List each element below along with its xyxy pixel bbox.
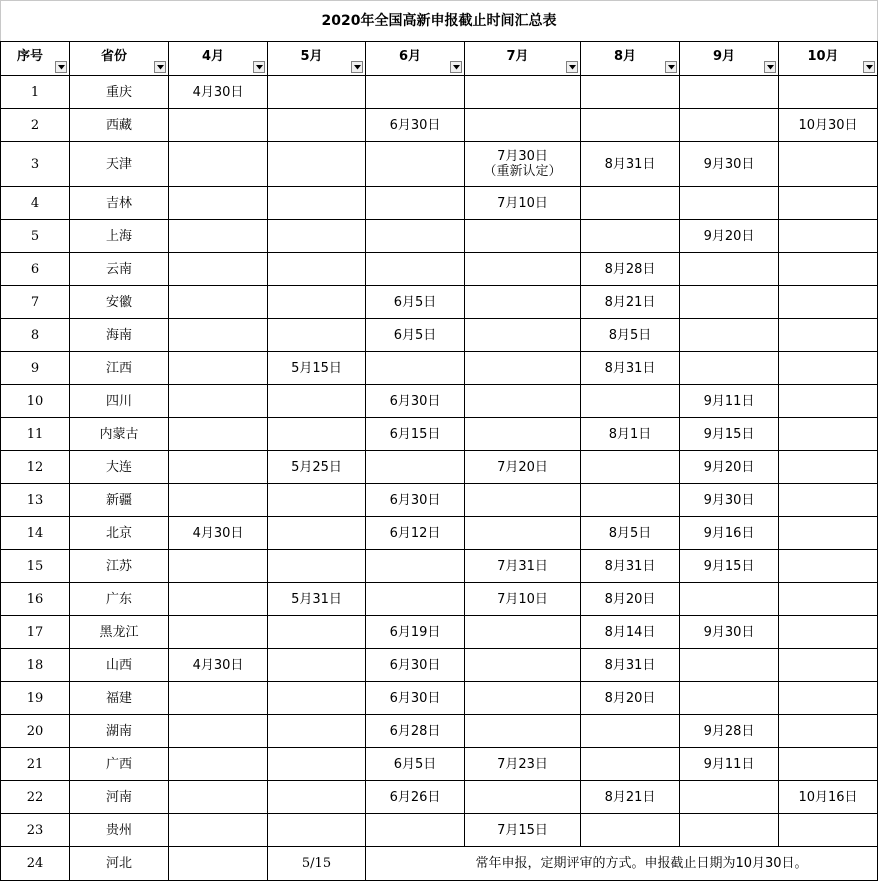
cell-province[interactable]: 福建 [70,682,169,715]
filter-dropdown-icon[interactable] [863,61,875,73]
cell-seq[interactable]: 21 [1,748,70,781]
table-row [1,352,878,385]
cell-month-4[interactable] [169,187,268,220]
cell-month-9[interactable]: 9月30日 [680,142,779,187]
cell-month-9[interactable] [680,814,779,847]
cell-month-4[interactable] [169,682,268,715]
cell-month-5[interactable] [268,616,366,649]
cell-month-5[interactable] [268,319,366,352]
table-row [1,142,878,187]
cell-month-5[interactable]: 5月31日 [268,583,366,616]
table-row [1,187,878,220]
cell-month-10[interactable] [779,418,878,451]
header-month-4 [169,42,268,76]
cell-month-6[interactable]: 6月5日 [366,319,465,352]
cell-month-5[interactable] [268,748,366,781]
cell-month-8[interactable]: 8月21日 [581,286,680,319]
cell-seq[interactable]: 10 [1,385,70,418]
table-row [1,682,878,715]
cell-month-8[interactable] [581,109,680,142]
cell-month-6[interactable]: 6月5日 [366,748,465,781]
cell-seq[interactable]: 1 [1,76,70,109]
cell-seq[interactable]: 18 [1,649,70,682]
cell-province[interactable]: 吉林 [70,187,169,220]
cell-month-4[interactable] [169,109,268,142]
cell-seq[interactable]: 15 [1,550,70,583]
cell-seq[interactable]: 5 [1,220,70,253]
cell-month-9[interactable]: 9月11日 [680,385,779,418]
cell-month-8[interactable] [581,220,680,253]
cell-seq[interactable]: 14 [1,517,70,550]
cell-month-8[interactable]: 8月14日 [581,616,680,649]
cell-month-4[interactable] [169,220,268,253]
table-row [1,616,878,649]
cell-month-10[interactable] [779,76,878,109]
cell-seq[interactable]: 24 [1,847,70,881]
cell-province[interactable]: 重庆 [70,76,169,109]
cell-note[interactable]: 常年申报，定期评审的方式。申报截止日期为10月30日。 [366,847,878,881]
header-month-6 [366,42,465,76]
cell-month-5[interactable] [268,550,366,583]
cell-month-9[interactable] [680,286,779,319]
cell-date: 7月30日 [497,149,548,164]
cell-seq[interactable]: 17 [1,616,70,649]
cell-month-5[interactable] [268,76,366,109]
cell-month-9[interactable] [680,583,779,616]
cell-province[interactable]: 内蒙古 [70,418,169,451]
cell-month-5[interactable] [268,484,366,517]
cell-month-5[interactable] [268,649,366,682]
header-label: 6月 [398,49,422,64]
header-month-7 [465,42,581,76]
cell-month-6[interactable]: 6月19日 [366,616,465,649]
filter-dropdown-icon[interactable] [566,61,578,73]
cell-month-10[interactable] [779,748,878,781]
cell-province[interactable]: 安徽 [70,286,169,319]
cell-month-8[interactable] [581,715,680,748]
cell-month-8[interactable] [581,484,680,517]
cell-month-9[interactable] [680,682,779,715]
cell-month-5[interactable]: 5/15 [268,847,366,881]
header-label: 8月 [613,49,637,64]
header-month-10 [779,42,878,76]
cell-month-9[interactable] [680,649,779,682]
cell-month-5[interactable]: 5月25日 [268,451,366,484]
cell-province[interactable]: 新疆 [70,484,169,517]
table-row [1,109,878,142]
cell-seq[interactable]: 7 [1,286,70,319]
cell-month-6[interactable]: 6月26日 [366,781,465,814]
cell-month-8[interactable]: 8月5日 [581,319,680,352]
cell-month-10[interactable] [779,649,878,682]
cell-month-4[interactable]: 4月30日 [169,649,268,682]
cell-month-7[interactable]: 7月20日 [465,451,581,484]
cell-month-10[interactable] [779,352,878,385]
cell-month-8[interactable]: 8月31日 [581,352,680,385]
cell-month-6[interactable]: 6月15日 [366,418,465,451]
table-row [1,715,878,748]
cell-seq[interactable]: 2 [1,109,70,142]
header-month-9 [680,42,779,76]
cell-month-8[interactable] [581,451,680,484]
cell-province[interactable]: 广西 [70,748,169,781]
header-province [70,42,169,76]
cell-month-9[interactable]: 9月28日 [680,715,779,748]
cell-province[interactable]: 上海 [70,220,169,253]
table-row [1,484,878,517]
table-row [1,319,878,352]
cell-province[interactable]: 大连 [70,451,169,484]
cell-month-10[interactable] [779,814,878,847]
cell-month-10[interactable] [779,142,878,187]
cell-seq[interactable]: 19 [1,682,70,715]
header-label: 9月 [712,49,736,64]
cell-month-9[interactable]: 9月30日 [680,616,779,649]
cell-month-8[interactable] [581,187,680,220]
cell-seq[interactable]: 4 [1,187,70,220]
cell-month-7[interactable] [465,220,581,253]
cell-month-7[interactable] [465,319,581,352]
cell-month-7[interactable] [465,253,581,286]
cell-month-5[interactable] [268,814,366,847]
cell-month-4[interactable] [169,583,268,616]
cell-month-8[interactable] [581,76,680,109]
cell-month-5[interactable] [268,142,366,187]
cell-month-7[interactable] [465,484,581,517]
cell-month-6[interactable]: 6月30日 [366,649,465,682]
cell-month-4[interactable] [169,253,268,286]
cell-province[interactable]: 山西 [70,649,169,682]
cell-month-9[interactable] [680,187,779,220]
cell-month-4[interactable] [169,814,268,847]
cell-month-7[interactable] [465,109,581,142]
cell-month-4[interactable] [169,781,268,814]
table-row [1,220,878,253]
cell-month-7[interactable] [465,142,581,187]
cell-month-7[interactable] [465,76,581,109]
cell-month-6[interactable]: 6月28日 [366,715,465,748]
cell-seq[interactable]: 23 [1,814,70,847]
cell-month-4[interactable]: 4月30日 [169,517,268,550]
table-row [1,418,878,451]
table-title: 2020年全国高新申报截止时间汇总表 [1,1,878,42]
filter-dropdown-icon[interactable] [665,61,677,73]
table-row [1,451,878,484]
cell-month-4[interactable] [169,286,268,319]
cell-month-10[interactable]: 10月16日 [779,781,878,814]
cell-month-7[interactable] [465,385,581,418]
cell-month-4[interactable] [169,319,268,352]
cell-month-7[interactable] [465,649,581,682]
cell-month-8[interactable]: 8月28日 [581,253,680,286]
cell-month-4[interactable] [169,616,268,649]
cell-seq[interactable]: 16 [1,583,70,616]
cell-month-6[interactable]: 6月30日 [366,109,465,142]
cell-month-7[interactable] [465,715,581,748]
filter-dropdown-icon[interactable] [55,61,67,73]
cell-month-7[interactable]: 7月10日 [465,583,581,616]
header-label: 10月 [807,49,839,64]
cell-month-10[interactable] [779,616,878,649]
cell-month-9[interactable] [680,109,779,142]
cell-month-8[interactable]: 8月21日 [581,781,680,814]
table-row [1,253,878,286]
cell-month-9[interactable] [680,781,779,814]
filter-dropdown-icon[interactable] [154,61,166,73]
cell-province[interactable]: 天津 [70,142,169,187]
cell-month-10[interactable] [779,220,878,253]
cell-month-10[interactable]: 10月30日 [779,109,878,142]
cell-month-7[interactable] [465,352,581,385]
cell-month-9[interactable] [680,319,779,352]
cell-month-4[interactable] [169,385,268,418]
cell-province[interactable]: 云南 [70,253,169,286]
cell-remark: （重新认定） [483,164,562,179]
header-label: 7月 [506,49,529,64]
cell-month-7[interactable]: 7月15日 [465,814,581,847]
filter-dropdown-icon[interactable] [351,61,363,73]
cell-month-8[interactable]: 8月20日 [581,583,680,616]
cell-month-4[interactable] [169,550,268,583]
cell-month-10[interactable] [779,187,878,220]
cell-month-7[interactable]: 7月10日 [465,187,581,220]
cell-month-6[interactable] [366,187,465,220]
cell-province[interactable]: 江西 [70,352,169,385]
cell-month-5[interactable] [268,715,366,748]
cell-seq[interactable]: 20 [1,715,70,748]
cell-province[interactable]: 湖南 [70,715,169,748]
cell-month-5[interactable] [268,781,366,814]
table-row [1,748,878,781]
table-row [1,517,878,550]
cell-month-10[interactable] [779,286,878,319]
filter-dropdown-icon[interactable] [764,61,776,73]
cell-month-7[interactable] [465,286,581,319]
cell-seq[interactable]: 3 [1,142,70,187]
cell-month-4[interactable] [169,142,268,187]
cell-month-6[interactable] [366,253,465,286]
cell-month-8[interactable] [581,748,680,781]
table-row [1,76,878,109]
cell-seq[interactable]: 8 [1,319,70,352]
cell-month-7[interactable] [465,781,581,814]
cell-month-8[interactable] [581,814,680,847]
cell-seq[interactable]: 13 [1,484,70,517]
cell-month-5[interactable] [268,187,366,220]
header-label: 序号 [16,49,43,64]
cell-month-6[interactable] [366,550,465,583]
cell-month-10[interactable] [779,451,878,484]
cell-seq[interactable]: 22 [1,781,70,814]
cell-month-10[interactable] [779,517,878,550]
cell-month-9[interactable]: 9月30日 [680,484,779,517]
cell-month-10[interactable] [779,253,878,286]
cell-month-10[interactable] [779,484,878,517]
cell-month-5[interactable] [268,253,366,286]
cell-month-4[interactable] [169,748,268,781]
cell-month-6[interactable]: 6月12日 [366,517,465,550]
cell-province[interactable]: 江苏 [70,550,169,583]
cell-month-9[interactable]: 9月20日 [680,220,779,253]
cell-month-6[interactable] [366,583,465,616]
table-row [1,814,878,847]
cell-month-10[interactable] [779,682,878,715]
table-row [1,550,878,583]
table-row [1,781,878,814]
cell-province[interactable]: 河北 [70,847,169,881]
cell-month-6[interactable] [366,142,465,187]
cell-month-7[interactable] [465,418,581,451]
table-row [1,847,878,881]
cell-month-9[interactable] [680,253,779,286]
cell-province[interactable]: 广东 [70,583,169,616]
filter-dropdown-icon[interactable] [253,61,265,73]
cell-month-5[interactable] [268,109,366,142]
cell-month-6[interactable]: 6月30日 [366,385,465,418]
header-label: 省份 [100,49,127,64]
cell-province[interactable]: 四川 [70,385,169,418]
table-row [1,583,878,616]
cell-month-9[interactable] [680,76,779,109]
cell-month-7[interactable] [465,616,581,649]
cell-province[interactable]: 北京 [70,517,169,550]
header-seq [1,42,70,76]
cell-month-4[interactable] [169,352,268,385]
cell-month-10[interactable] [779,385,878,418]
cell-month-7[interactable]: 7月23日 [465,748,581,781]
cell-month-9[interactable]: 9月16日 [680,517,779,550]
cell-month-5[interactable]: 5月15日 [268,352,366,385]
cell-month-7[interactable] [465,517,581,550]
cell-month-8[interactable]: 8月31日 [581,649,680,682]
table-row [1,649,878,682]
cell-month-9[interactable] [680,352,779,385]
cell-month-8[interactable]: 8月1日 [581,418,680,451]
cell-month-4[interactable]: 4月30日 [169,76,268,109]
cell-province[interactable]: 海南 [70,319,169,352]
cell-month-5[interactable] [268,418,366,451]
cell-seq[interactable]: 6 [1,253,70,286]
filter-dropdown-icon[interactable] [450,61,462,73]
cell-month-6[interactable] [366,220,465,253]
cell-seq[interactable]: 12 [1,451,70,484]
cell-province[interactable]: 黑龙江 [70,616,169,649]
cell-month-8[interactable]: 8月31日 [581,550,680,583]
cell-province[interactable]: 西藏 [70,109,169,142]
cell-seq[interactable]: 11 [1,418,70,451]
cell-month-5[interactable] [268,220,366,253]
cell-month-7[interactable] [465,682,581,715]
cell-month-4[interactable] [169,451,268,484]
cell-month-9[interactable]: 9月11日 [680,748,779,781]
cell-month-4[interactable] [169,484,268,517]
cell-seq[interactable]: 9 [1,352,70,385]
cell-month-6[interactable] [366,451,465,484]
cell-month-5[interactable] [268,682,366,715]
cell-month-6[interactable] [366,352,465,385]
cell-month-10[interactable] [779,715,878,748]
cell-month-9[interactable]: 9月20日 [680,451,779,484]
cell-month-10[interactable] [779,550,878,583]
header-month-8 [581,42,680,76]
header-label: 5月 [300,49,323,64]
cell-month-4[interactable] [169,847,268,881]
table-row [1,286,878,319]
cell-month-9[interactable]: 9月15日 [680,550,779,583]
cell-month-6[interactable]: 6月30日 [366,682,465,715]
cell-month-6[interactable] [366,814,465,847]
cell-month-8[interactable]: 8月20日 [581,682,680,715]
cell-province[interactable]: 贵州 [70,814,169,847]
cell-month-8[interactable]: 8月5日 [581,517,680,550]
cell-month-5[interactable] [268,385,366,418]
cell-month-10[interactable] [779,583,878,616]
cell-month-8[interactable]: 8月31日 [581,142,680,187]
cell-month-8[interactable] [581,385,680,418]
cell-month-6[interactable]: 6月5日 [366,286,465,319]
table-row [1,385,878,418]
cell-month-10[interactable] [779,319,878,352]
cell-month-4[interactable] [169,715,268,748]
cell-province[interactable]: 河南 [70,781,169,814]
cell-month-5[interactable] [268,286,366,319]
header-label: 4月 [201,49,225,64]
cell-month-6[interactable]: 6月30日 [366,484,465,517]
cell-month-5[interactable] [268,517,366,550]
cell-month-4[interactable] [169,418,268,451]
cell-month-7[interactable]: 7月31日 [465,550,581,583]
cell-month-9[interactable]: 9月15日 [680,418,779,451]
cell-month-6[interactable] [366,76,465,109]
header-month-5 [268,42,366,76]
